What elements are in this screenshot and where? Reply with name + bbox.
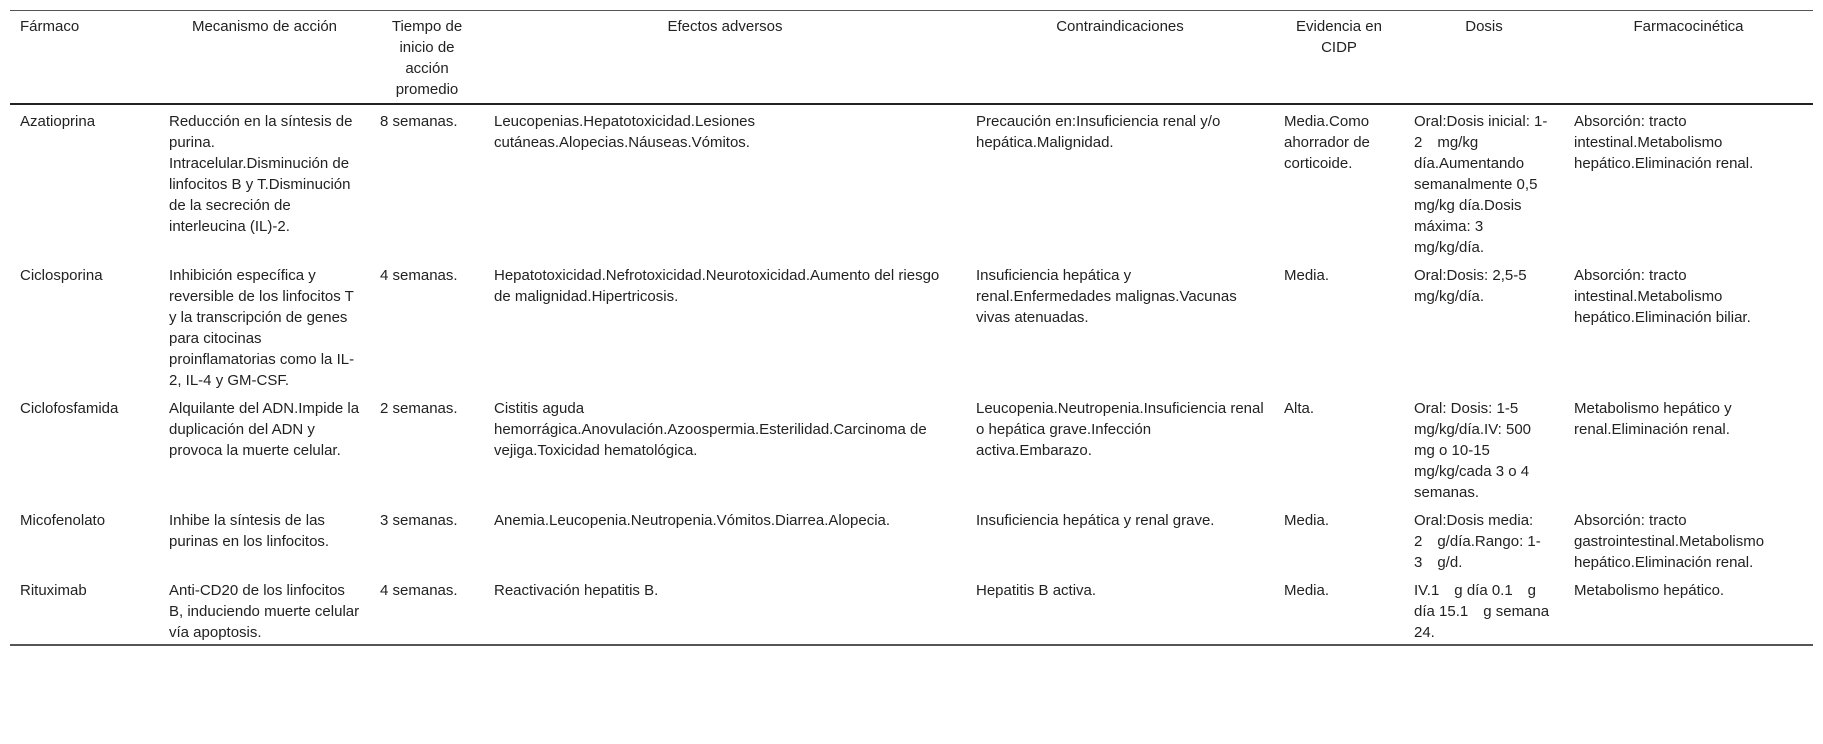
- cell-adverse-effects: Anemia.Leucopenia.Neutropenia.Vómitos.Diarrea.Alopecia.: [494, 512, 891, 529]
- cell-mechanism: Inhibe la síntesis de las purinas en los linfocitos.: [169, 512, 330, 550]
- cell-onset: 8 semanas.: [380, 113, 458, 130]
- cell-pharmacokinetics: Absorción: tracto intestinal.Metabolismo hepático.Eliminación biliar.: [1574, 267, 1751, 326]
- table-row: [10, 392, 1813, 504]
- cell-adverse-effects: Leucopenias.Hepatotoxicidad.Lesiones cutáneas.Alopecias.Náuseas.Vómitos.: [494, 113, 756, 151]
- header-pharmacokinetics: Farmacocinética: [1633, 18, 1744, 35]
- table-header: [10, 11, 1813, 105]
- header-adverse-effects: Efectos adversos: [667, 18, 783, 35]
- cell-contraindications: Insuficiencia hepática y renal.Enfermedades malignas.Vacunas vivas atenuadas.: [976, 267, 1237, 326]
- header-drug: Fármaco: [20, 18, 80, 35]
- table-body: [10, 104, 1813, 645]
- cell-onset: 2 semanas.: [380, 400, 458, 417]
- cell-drug: Rituximab: [20, 582, 87, 599]
- cell-dose: Oral:Dosis: 2,5-5 mg/kg/día.: [1414, 267, 1542, 305]
- header-contraindications: Contraindicaciones: [1056, 18, 1184, 35]
- cell-mechanism: Inhibición específica y reversible de los linfocitos T y la transcripción de genes para citocinas proinflamatorias como la IL-2, IL-4 y GM-CSF.: [169, 267, 355, 389]
- header-evidence: Evidencia en CIDP: [1296, 18, 1382, 56]
- cell-contraindications: Leucopenia.Neutropenia.Insuficiencia renal o hepática grave.Infección activa.Embarazo.: [976, 400, 1264, 459]
- cell-contraindications: Hepatitis B activa.: [976, 582, 1097, 599]
- cell-dose: Oral:Dosis media: 2 g/día.Rango: 1-3 g/d.: [1414, 512, 1541, 571]
- cell-evidence: Media.: [1284, 512, 1330, 529]
- cell-drug: Azatioprina: [20, 113, 96, 130]
- table-row: [10, 504, 1813, 574]
- cell-dose: Oral: Dosis: 1-5 mg/kg/día.IV: 500 mg o 10-15 mg/kg/cada 3 o 4 semanas.: [1414, 400, 1547, 501]
- cell-onset: 4 semanas.: [380, 582, 458, 599]
- table-row: [10, 259, 1813, 392]
- header-dose: Dosis: [1465, 18, 1503, 35]
- cell-contraindications: Insuficiencia hepática y renal grave.: [976, 512, 1215, 529]
- cell-adverse-effects: Cistitis aguda hemorrágica.Anovulación.Azoospermia.Esterilidad.Carcinoma de vejiga.Toxicidad hematológica.: [494, 400, 927, 459]
- cell-drug: Micofenolato: [20, 512, 106, 529]
- cell-evidence: Media.Como ahorrador de corticoide.: [1284, 113, 1370, 172]
- header-mechanism: Mecanismo de acción: [191, 18, 338, 35]
- cell-contraindications: Precaución en:Insuficiencia renal y/o hepática.Malignidad.: [976, 113, 1221, 151]
- cell-onset: 4 semanas.: [380, 267, 458, 284]
- cell-mechanism: Reducción en la síntesis de purina. Intracelular.Disminución de linfocitos B y T.Disminución de la secreción de interleucina (IL)-2.: [169, 113, 353, 235]
- cell-evidence: Alta.: [1284, 400, 1315, 417]
- cell-pharmacokinetics: Absorción: tracto intestinal.Metabolismo hepático.Eliminación renal.: [1574, 113, 1754, 172]
- cell-mechanism: Anti-CD20 de los linfocitos B, induciendo muerte celular vía apoptosis.: [169, 582, 360, 641]
- cell-dose: IV.1 g día 0.1 g día 15.1 g semana 24.: [1414, 582, 1554, 641]
- drug-comparison-table: [10, 10, 1813, 646]
- cell-adverse-effects: Reactivación hepatitis B.: [494, 582, 659, 599]
- header-row: [10, 11, 1813, 105]
- cell-evidence: Media.: [1284, 582, 1330, 599]
- cell-drug: Ciclosporina: [20, 267, 103, 284]
- cell-onset: 3 semanas.: [380, 512, 458, 529]
- cell-mechanism: Alquilante del ADN.Impide la duplicación del ADN y provoca la muerte celular.: [169, 400, 360, 459]
- table-row: [10, 574, 1813, 645]
- drug-table-container: [10, 10, 1813, 646]
- cell-pharmacokinetics: Absorción: tracto gastrointestinal.Metabolismo hepático.Eliminación renal.: [1574, 512, 1765, 571]
- cell-pharmacokinetics: Metabolismo hepático.: [1574, 582, 1725, 599]
- cell-pharmacokinetics: Metabolismo hepático y renal.Eliminación renal.: [1574, 400, 1732, 438]
- cell-drug: Ciclofosfamida: [20, 400, 119, 417]
- cell-evidence: Media.: [1284, 267, 1330, 284]
- header-onset: Tiempo de inicio de acción promedio: [391, 18, 463, 98]
- cell-dose: Oral:Dosis inicial: 1-2 mg/kg día.Aumentando semanalmente 0,5 mg/kg día.Dosis máxima: 3 mg/kg/día.: [1414, 113, 1553, 256]
- cell-adverse-effects: Hepatotoxicidad.Nefrotoxicidad.Neurotoxicidad.Aumento del riesgo de malignidad.Hipertricosis.: [494, 267, 940, 305]
- table-row: [10, 104, 1813, 259]
